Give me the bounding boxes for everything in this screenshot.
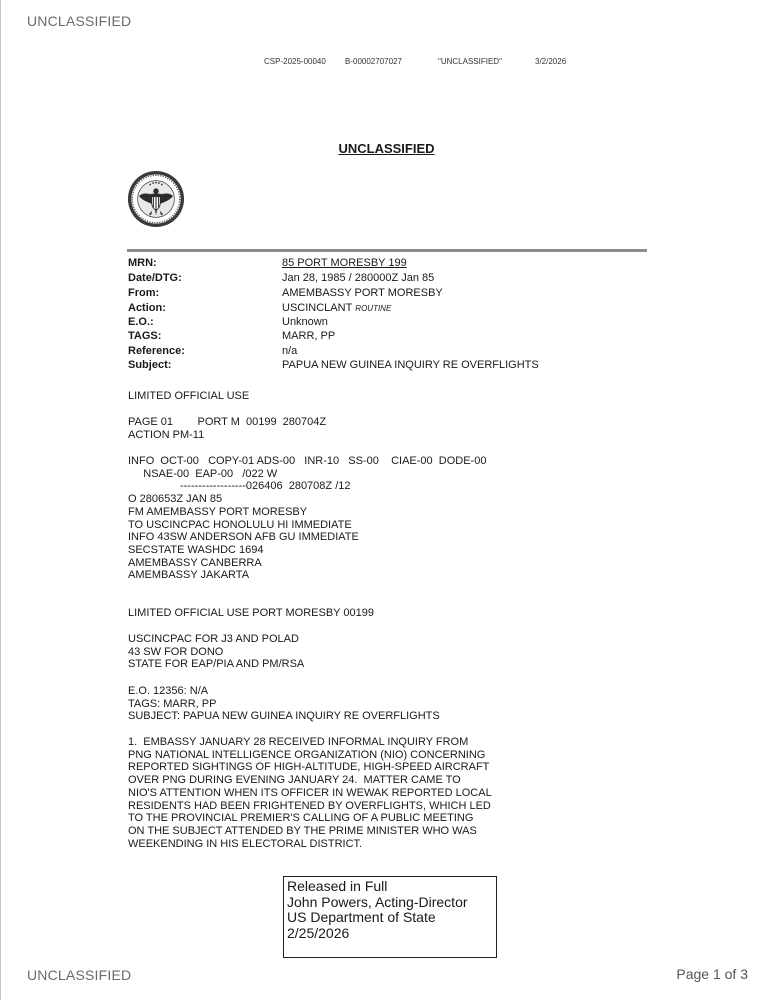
from-label: From: xyxy=(128,287,160,299)
page-info: PAGE 01 PORT M 00199 280704Z ACTION PM-11 xyxy=(128,416,327,441)
release-stamp-text: Released in Full John Powers, Acting-Director US Department of State 2/25/2026 xyxy=(287,878,468,941)
header-date: 3/2/2026 xyxy=(535,57,567,66)
action-label: Action: xyxy=(128,302,166,314)
tags-value: MARR, PP xyxy=(282,330,336,342)
classification-top: UNCLASSIFIED xyxy=(27,13,132,29)
subject-label: Subject: xyxy=(128,359,172,371)
handling-caveat: LIMITED OFFICIAL USE xyxy=(128,390,250,402)
action-value xyxy=(282,302,391,314)
reference-label: Reference: xyxy=(128,345,185,357)
mrn-label: MRN: xyxy=(128,257,157,269)
header-case-number: CSP-2025-00040 xyxy=(264,57,326,66)
state-department-seal-icon xyxy=(127,170,185,228)
header-class-marking: "UNCLASSIFIED" xyxy=(438,57,502,66)
subject-value: PAPUA NEW GUINEA INQUIRY RE OVERFLIGHTS xyxy=(282,359,539,371)
routing-block: INFO OCT-00 COPY-01 ADS-00 INR-10 SS-00 CIAE-00 DODE-00 NSAE-00 EAP-00 /022 W ------------------026406 280708Z /12 O 280653Z JAN 85 FM AMEMBASSY PORT MORESBY TO USCINCPAC HONOLULU HI IMMEDIATE INFO 43SW ANDERSON AFB GU IMMEDIATE SECSTATE WASHDC 1694 AMEMBASSY CANBERRA AMEMBASSY JAKARTA xyxy=(128,455,487,582)
action-value-text: USCINCLANT xyxy=(282,302,353,314)
handling-line: LIMITED OFFICIAL USE PORT MORESBY 00199 xyxy=(128,607,374,619)
document-title: UNCLASSIFIED xyxy=(338,141,435,156)
page-number: Page 1 of 3 xyxy=(676,966,748,982)
reference-value: n/a xyxy=(282,345,298,357)
addressees-block: USCINCPAC FOR J3 AND POLAD 43 SW FOR DONO STATE FOR EAP/PIA AND PM/RSA xyxy=(128,633,305,671)
from-value: AMEMBASSY PORT MORESBY xyxy=(282,287,443,299)
release-stamp xyxy=(283,876,497,958)
header-doc-number: B-00002707027 xyxy=(345,57,402,66)
mrn-link[interactable]: 85 PORT MORESBY 199 xyxy=(282,257,407,269)
classification-bottom: UNCLASSIFIED xyxy=(27,967,132,983)
action-precedence: ROUTINE xyxy=(355,304,392,313)
paragraph-1: 1. EMBASSY JANUARY 28 RECEIVED INFORMAL INQUIRY FROM PNG NATIONAL INTELLIGENCE ORGANIZATION (NIO) CONCERNING REPORTED SIGHTINGS OF HIGH-ALTITUDE, HIGH-SPEED AIRCRAFT OVER PNG DURING EVENING JANUARY 24. MATTER CAME TO NIO'S ATTENTION WHEN ITS OFFICER IN WEWAK REPORTED LOCAL RESIDENTS HAD BEEN FRIGHTENED BY OVERFLIGHTS, WHICH LED TO THE PROVINCIAL PREMIER'S CALLING OF A PUBLIC MEETING ON THE SUBJECT ATTENDED BY THE PRIME MINISTER WHO WAS WEEKENDING IN HIS ELECTORAL DISTRICT. xyxy=(128,736,492,850)
date-dtg-label: Date/DTG: xyxy=(128,272,182,284)
date-dtg-value: Jan 28, 1985 / 280000Z Jan 85 xyxy=(282,272,435,284)
tags-label: TAGS: xyxy=(128,330,162,342)
header-rule xyxy=(127,249,647,252)
mrn-value[interactable] xyxy=(282,257,407,269)
eo-label: E.O.: xyxy=(128,316,154,328)
eo-value: Unknown xyxy=(282,316,328,328)
eo-tags-subject-block: E.O. 12356: N/A TAGS: MARR, PP SUBJECT: PAPUA NEW GUINEA INQUIRY RE OVERFLIGHTS xyxy=(128,685,440,723)
